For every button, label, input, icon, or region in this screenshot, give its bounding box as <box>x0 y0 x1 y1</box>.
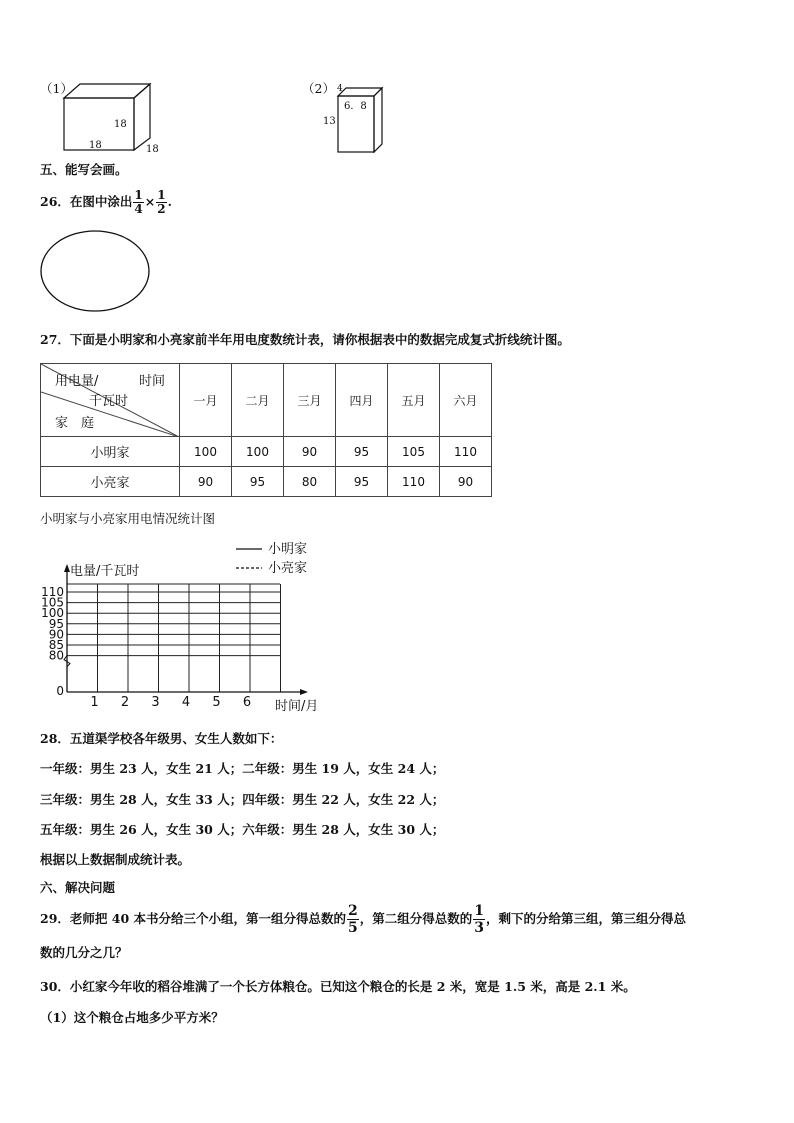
corner-unit-label: 千瓦时 <box>89 394 129 409</box>
question-27-text: 下面是小明家和小亮家前半年用电度数统计表，请你根据表中的数据完成复式折线统计图。 <box>69 332 570 347</box>
y-tick-label: 100 <box>41 606 64 621</box>
question-29-line-2: 数的几分之几？ <box>40 945 128 960</box>
figure-2-dim-width: 6．8 <box>344 101 367 112</box>
table-cell: 100 <box>232 437 284 467</box>
question-29-text-c: ，剩下的分给第三组，第三组分得总 <box>486 911 687 926</box>
fraction-1-3: $\frac{1}{3}$ <box>474 902 485 936</box>
times-sign: × <box>144 194 156 209</box>
fraction-1-2: $\frac{1}{2}$ <box>157 187 166 216</box>
x-tick-label: 6 <box>242 695 252 710</box>
month-header: 五月 <box>388 364 440 437</box>
question-26-text: 在图中涂出 <box>69 194 133 209</box>
y-tick-label: 80 <box>48 648 64 663</box>
question-30-text: 小红家今年收的稻谷堆满了一个长方体粮仓。已知这个粮仓的长是 2 米，宽是 1.5 米，高是 2.1 米。 <box>69 979 636 994</box>
grade-line-3: 五年级：男生 26 人，女生 30 人；六年级：男生 28 人，女生 30 人； <box>40 822 445 837</box>
fraction-2-5: $\frac{2}{5}$ <box>348 902 358 936</box>
fraction-1-4: $\frac{1}{4}$ <box>134 187 143 216</box>
figure-2-cuboid <box>334 84 388 156</box>
figure-2-dim-height: 13 <box>323 116 336 127</box>
table-cell: 90 <box>440 467 492 497</box>
row-family-name: 小亮家 <box>41 467 180 497</box>
usage-table <box>40 363 492 497</box>
question-30 <box>40 979 636 995</box>
row-family-name: 小明家 <box>41 437 180 467</box>
table-cell: 110 <box>440 437 492 467</box>
x-tick-label: 3 <box>151 695 160 710</box>
question-30-part-1: （1）这个粮仓占地多少平方米？ <box>40 1010 224 1025</box>
corner-usage-label: 用电量/ <box>55 374 99 389</box>
month-header: 二月 <box>232 364 284 437</box>
figure-1-dim-front: 18 <box>89 140 102 151</box>
table-cell: 95 <box>232 467 284 497</box>
y-tick-label: 110 <box>41 585 64 599</box>
month-header: 一月 <box>180 364 232 437</box>
legend-label-xiaoliang: 小亮家 <box>268 561 308 576</box>
question-29-text-b: ，第二组分得总数的 <box>359 911 473 926</box>
question-28-instruction: 根据以上数据制成统计表。 <box>40 852 191 867</box>
y-tick-label: 0 <box>56 684 64 698</box>
figure-1-dim-side: 18 <box>114 119 127 130</box>
corner-time-label: 时间 <box>139 374 166 389</box>
question-29-number: 29． <box>40 911 70 926</box>
question-28 <box>40 731 282 747</box>
table-cell: 80 <box>284 467 336 497</box>
month-header: 六月 <box>440 364 492 437</box>
grade-line-1: 一年级：男生 23 人，女生 21 人；二年级：男生 19 人，女生 24 人； <box>40 761 445 776</box>
figure-2-dim-top: 4 <box>337 84 343 94</box>
table-row <box>41 437 492 467</box>
y-tick-label: 105 <box>41 595 64 610</box>
month-header: 三月 <box>284 364 336 437</box>
table-header-row <box>41 364 492 437</box>
table-cell: 105 <box>388 437 440 467</box>
circle-to-shade <box>38 228 154 316</box>
figure-2-label: （2） <box>302 81 335 96</box>
table-row <box>41 467 492 497</box>
y-tick-label: 85 <box>48 638 64 652</box>
x-tick-label: 4 <box>181 695 191 710</box>
question-30-number: 30． <box>40 979 70 994</box>
electricity-line-chart <box>30 538 350 720</box>
table-cell: 95 <box>336 467 388 497</box>
table-cell: 110 <box>388 467 440 497</box>
y-axis-label: 电量/千瓦时 <box>70 564 140 579</box>
legend-label-xiaoming: 小明家 <box>268 542 308 557</box>
question-28-number: 28． <box>40 731 70 746</box>
month-header: 四月 <box>336 364 388 437</box>
question-27-number: 27． <box>40 332 70 347</box>
x-tick-label: 1 <box>90 695 99 710</box>
table-corner-cell <box>41 364 180 437</box>
grade-line-2: 三年级：男生 28 人，女生 33 人；四年级：男生 22 人，女生 22 人； <box>40 792 445 807</box>
table-cell: 90 <box>284 437 336 467</box>
x-axis-arrow <box>300 689 308 695</box>
figure-1-dim-depth: 18 <box>146 144 159 155</box>
section-5-title: 五、能写会画。 <box>40 162 128 177</box>
question-26: 26． 在图中涂出 $\frac{1}{4}$ × $\frac{1}{2}$ . <box>40 187 172 216</box>
table-cell: 100 <box>180 437 232 467</box>
x-tick-label: 5 <box>212 695 221 710</box>
y-tick-label: 90 <box>48 627 64 642</box>
x-tick-label: 2 <box>120 695 130 710</box>
question-27 <box>40 332 570 348</box>
question-29-text-a: 老师把 40 本书分给三个小组，第一组分得总数的 <box>69 911 347 926</box>
corner-family-label: 家 庭 <box>55 416 95 431</box>
section-6-title: 六、解决问题 <box>40 880 116 895</box>
chart-title: 小明家与小亮家用电情况统计图 <box>40 511 216 526</box>
figure-1-label: （1） <box>40 81 73 96</box>
question-26-number: 26． <box>40 194 70 209</box>
x-axis-label: 时间/月 <box>275 699 319 714</box>
y-tick-label: 95 <box>48 616 64 631</box>
question-29 <box>40 900 686 938</box>
table-cell: 90 <box>180 467 232 497</box>
question-28-text: 五道渠学校各年级男、女生人数如下： <box>69 731 283 746</box>
table-cell: 95 <box>336 437 388 467</box>
